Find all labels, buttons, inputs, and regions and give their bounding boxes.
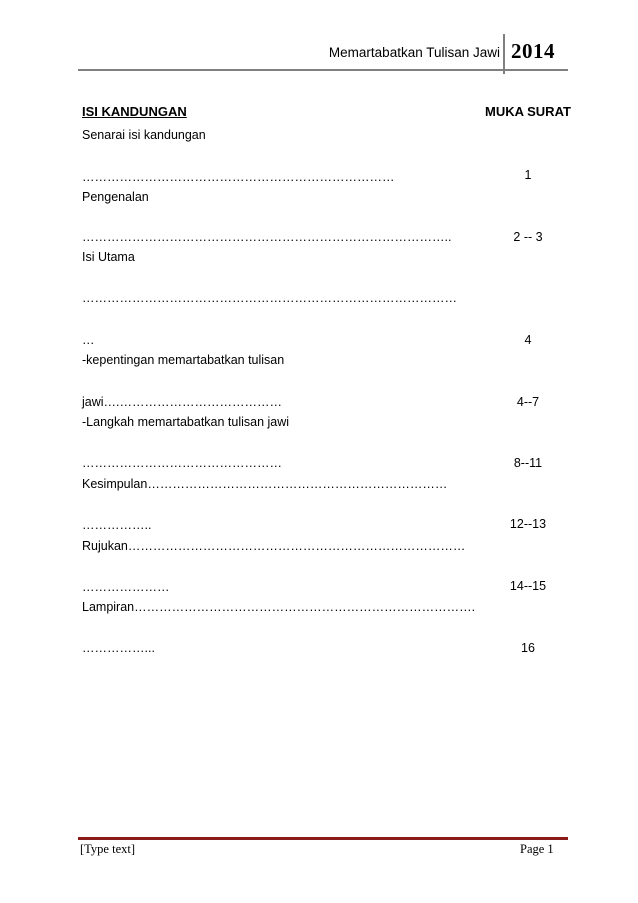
toc-heading: ISI KANDUNGAN: [82, 104, 187, 119]
header-divider: [503, 34, 505, 74]
page-number: 4--7: [516, 395, 540, 409]
toc-line: ………………………………………………………………………………: [82, 291, 457, 305]
toc-line: Rujukan………………………………………………………………………: [82, 539, 466, 553]
toc-line: Senarai isi kandungan: [82, 128, 206, 142]
page-number: 14--15: [509, 579, 547, 593]
page-number: 16: [521, 641, 535, 655]
toc-line: …………………………………………………………………: [82, 170, 395, 184]
toc-line: ……………...: [82, 641, 155, 655]
toc-line: …………………………………………: [82, 456, 282, 470]
toc-line: -Langkah memartabatkan tulisan jawi: [82, 415, 290, 429]
toc-line: Pengenalan: [82, 190, 149, 204]
toc-line: ……………………………………………………………………………..: [82, 230, 452, 244]
toc-line: jawi….…………………………………: [82, 395, 283, 409]
page-number: 1: [524, 168, 532, 182]
page-number: 2 -- 3: [513, 230, 543, 244]
footer-page-number: Page 1: [520, 842, 554, 856]
toc-line: ……………..: [82, 518, 152, 532]
page-number: 8--11: [513, 456, 543, 470]
page-number: 12--13: [509, 517, 547, 531]
footer-placeholder-text: [Type text]: [80, 842, 136, 856]
footer-rule: [78, 837, 568, 840]
page-number: 4: [524, 333, 532, 347]
toc-line: Isi Utama: [82, 250, 135, 264]
toc-line: …: [82, 333, 95, 347]
toc-line: Lampiran……………………………………………………………………….: [82, 600, 476, 614]
page-column-heading: MUKA SURAT: [485, 104, 571, 119]
header-year: 2014: [511, 39, 555, 63]
toc-line: Kesimpulan………………………………………………………………: [82, 477, 448, 491]
header-rule: [78, 69, 568, 71]
toc-line: -kepentingan memartabatkan tulisan: [82, 353, 285, 367]
toc-line: …………………: [82, 580, 170, 594]
header-title: Memartabatkan Tulisan Jawi: [328, 45, 500, 60]
